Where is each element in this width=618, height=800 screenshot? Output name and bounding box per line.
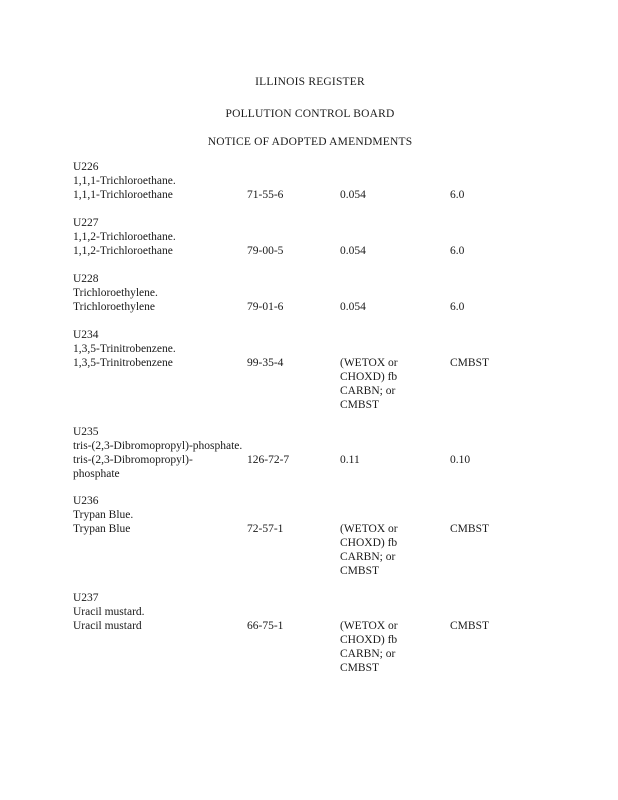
wastewater-standard: (WETOX or: [340, 620, 398, 632]
waste-entry: [73, 272, 553, 314]
wastewater-continued: [73, 633, 553, 647]
register-title: [74, 75, 546, 89]
waste-name: Uracil mustard.: [73, 606, 145, 618]
nonwastewater-standard: CMBST: [450, 357, 489, 369]
wastewater-standard: (WETOX or: [340, 523, 398, 535]
waste-name: tris-(2,3-Dibromopropyl)-phosphate.: [73, 440, 243, 452]
waste-entry: [73, 328, 553, 412]
waste-entry: [73, 160, 553, 202]
cas-number: 79-00-5: [247, 245, 284, 257]
constituent-name-continued: phosphate: [73, 468, 120, 480]
constituent-name: tris-(2,3-Dibromopropyl)-: [73, 454, 193, 466]
cas-number: 71-55-6: [247, 189, 284, 201]
constituent-row: [73, 453, 553, 467]
wastewater-standard-line: CARBN; or: [340, 551, 396, 563]
constituent-row: [73, 244, 553, 258]
cas-number: 72-57-1: [247, 523, 284, 535]
nonwastewater-standard: 0.10: [450, 454, 471, 466]
cas-number: 66-75-1: [247, 620, 284, 632]
wastewater-continued: [73, 398, 553, 412]
waste-name: 1,1,1-Trichloroethane.: [73, 175, 176, 187]
wastewater-standard: 0.054: [340, 245, 366, 257]
wastewater-standard-line: CARBN; or: [340, 385, 396, 397]
wastewater-continued: [73, 647, 553, 661]
waste-name: Trypan Blue.: [73, 509, 134, 521]
wastewater-standard-line: CHOXD) fb: [340, 371, 398, 383]
constituent-row: [73, 522, 553, 536]
constituent-name: Trypan Blue: [73, 523, 131, 535]
constituent-name: 1,3,5-Trinitrobenzene: [73, 357, 173, 369]
wastewater-standard-line: CMBST: [340, 565, 379, 577]
constituent-name: 1,1,1-Trichloroethane: [73, 189, 173, 201]
wastewater-standard-line: CHOXD) fb: [340, 537, 398, 549]
constituent-row: [73, 300, 553, 314]
wastewater-standard: (WETOX or: [340, 357, 398, 369]
waste-code: U236: [73, 495, 99, 507]
nonwastewater-standard: 6.0: [450, 189, 465, 201]
wastewater-standard-line: CHOXD) fb: [340, 634, 398, 646]
notice-title: NOTICE OF ADOPTED AMENDMENTS: [207, 136, 413, 148]
nonwastewater-standard: 6.0: [450, 245, 465, 257]
waste-entry: [73, 216, 553, 258]
nonwastewater-standard: CMBST: [450, 523, 489, 535]
waste-entry: [73, 425, 553, 481]
waste-name: 1,1,2-Trichloroethane.: [73, 231, 176, 243]
waste-name: 1,3,5-Trinitrobenzene.: [73, 343, 176, 355]
cas-number: 79-01-6: [247, 301, 284, 313]
wastewater-continued: [73, 661, 553, 675]
constituent-row: [73, 619, 553, 633]
constituent-name: 1,1,2-Trichloroethane: [73, 245, 173, 257]
wastewater-continued: [73, 384, 553, 398]
wastewater-standard-line: CMBST: [340, 662, 379, 674]
nonwastewater-standard: CMBST: [450, 620, 489, 632]
waste-code: U227: [73, 217, 99, 229]
constituent-name: Trichloroethylene: [73, 301, 155, 313]
wastewater-standard-line: CMBST: [340, 399, 379, 411]
wastewater-standard: 0.054: [340, 301, 366, 313]
wastewater-continued: [73, 536, 553, 550]
constituent-row: [73, 188, 553, 202]
wastewater-standard-line: CARBN; or: [340, 648, 396, 660]
nonwastewater-standard: 6.0: [450, 301, 465, 313]
constituent-row: [73, 356, 553, 370]
waste-code: U235: [73, 426, 99, 438]
waste-entry: [73, 591, 553, 675]
waste-name: Trichloroethylene.: [73, 287, 158, 299]
waste-code: U226: [73, 161, 99, 173]
wastewater-continued: [73, 370, 553, 384]
wastewater-standard: 0.054: [340, 189, 366, 201]
constituent-name: Uracil mustard: [73, 620, 142, 632]
wastewater-standard: 0.11: [340, 454, 360, 466]
waste-entry: [73, 494, 553, 578]
waste-code: U234: [73, 329, 99, 341]
board-title: POLLUTION CONTROL BOARD: [225, 108, 395, 120]
wastewater-continued: [73, 564, 553, 578]
wastewater-continued: [73, 550, 553, 564]
register-title-text: ILLINOIS REGISTER: [251, 76, 369, 88]
waste-code: U228: [73, 273, 99, 285]
cas-number: 99-35-4: [247, 357, 284, 369]
cas-number: 126-72-7: [247, 454, 290, 466]
waste-code: U237: [73, 592, 99, 604]
